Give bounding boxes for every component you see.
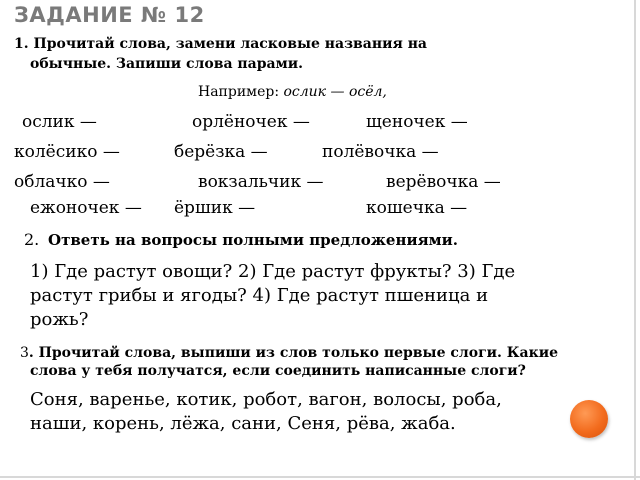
word-cell: вокзальчик — xyxy=(198,172,324,192)
word-cell: орлёночек — xyxy=(192,112,310,132)
task1-example xyxy=(198,84,387,100)
slide-border-bottom xyxy=(0,476,640,478)
task2-heading: Ответь на вопросы полными предложениями. xyxy=(48,231,459,249)
word-cell: ёршик — xyxy=(174,198,256,218)
task2-number: 2. xyxy=(24,230,40,249)
example-value: ослик — осёл, xyxy=(283,84,387,100)
word-cell: кошечка — xyxy=(366,198,468,218)
word-cell: облачко — xyxy=(14,172,110,192)
task2-questions xyxy=(30,260,610,332)
task3-words-line2: наши, корень, лёжа, сани, Сеня, рёва, жаба. xyxy=(30,413,456,434)
task1-instruction-line2: обычные. Запиши слова парами. xyxy=(30,56,303,72)
task2-questions-line3: рожь? xyxy=(30,309,89,330)
word-cell: верёвочка — xyxy=(386,172,501,192)
word-cell: берёзка — xyxy=(174,142,268,162)
orange-circle-decoration xyxy=(570,400,608,438)
task1-instruction-line1: 1. Прочитай слова, замени ласковые названия на xyxy=(14,36,428,52)
word-cell: полёвочка — xyxy=(322,142,439,162)
task3-words-line1: Соня, варенье, котик, робот, вагон, волосы, роба, xyxy=(30,389,502,410)
word-cell: колёсико — xyxy=(14,142,120,162)
slide-border-right xyxy=(634,0,636,480)
task3-instruction-line2: слова у тебя получатся, если соединить написанные слоги? xyxy=(30,363,526,379)
word-cell: щеночек — xyxy=(366,112,468,132)
task3-instruction-line1 xyxy=(20,344,558,363)
task2-questions-line2: растут грибы и ягоды? 4) Где растут пшеница и xyxy=(30,285,489,306)
word-cell: ослик — xyxy=(22,112,97,132)
task2-questions-line1: 1) Где растут овощи? 2) Где растут фрукты? 3) Где xyxy=(30,261,516,282)
task3-words xyxy=(30,388,570,436)
slide-title: ЗАДАНИЕ № 12 xyxy=(14,3,205,27)
word-cell: ежоночек — xyxy=(30,198,142,218)
task3-instruction-text: . Прочитай слова, выпиши из слов только первые слоги. Какие xyxy=(28,345,559,361)
example-label: Например: xyxy=(198,84,284,100)
task3-number: 3 xyxy=(20,345,29,361)
